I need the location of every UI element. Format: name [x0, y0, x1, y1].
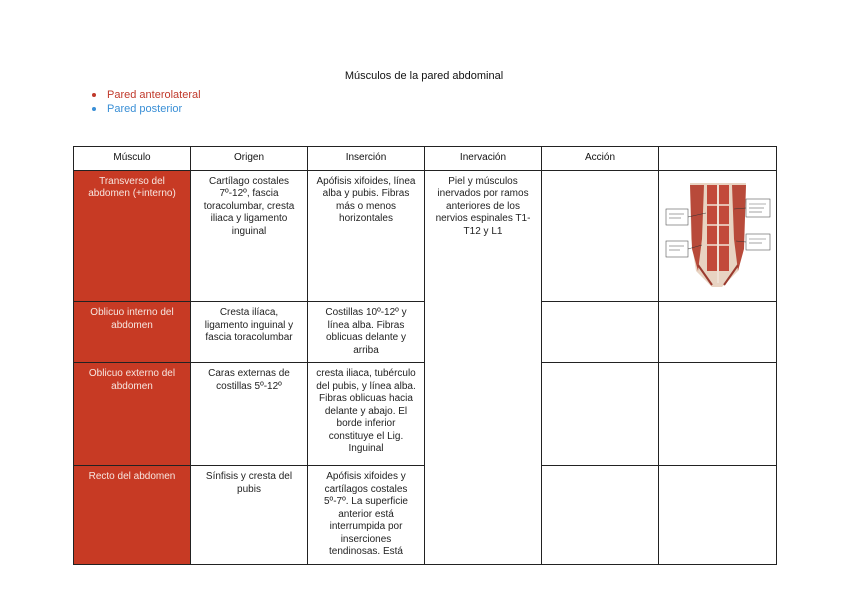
image-cell	[659, 363, 777, 466]
muscle-cell: Transverso del abdomen (+interno)	[74, 170, 191, 302]
header-accion: Acción	[542, 147, 659, 171]
legend-label: Pared anterolateral	[107, 89, 201, 101]
legend	[92, 88, 201, 116]
legend-item-posterior	[92, 102, 201, 116]
muscles-table	[73, 146, 777, 565]
muscle-cell: Oblicuo interno del abdomen	[74, 302, 191, 363]
table-header-row	[74, 147, 777, 171]
origin-cell: Cresta ilíaca, ligamento inguinal y fascia toracolumbar	[191, 302, 308, 363]
action-cell	[542, 302, 659, 363]
image-cell	[659, 302, 777, 363]
insertion-cell: Costillas 10º-12º y línea alba. Fibras oblicuas delante y arriba	[308, 302, 425, 363]
bullet-dot	[92, 93, 96, 97]
action-cell	[542, 466, 659, 565]
insertion-cell: Apófisis xifoides y cartílagos costales 5º-7º. La superficie anterior está interrumpida por inserciones tendinosas. Está	[308, 466, 425, 565]
origin-cell: Cartílago costales 7º-12º, fascia toracolumbar, cresta iliaca y ligamento inguinal	[191, 170, 308, 302]
origin-cell: Caras externas de costillas 5º-12º	[191, 363, 308, 466]
header-insercion: Inserción	[308, 147, 425, 171]
innervation-cell: Piel y músculos inervados por ramos anteriores de los nervios espinales T1-T12 y L1	[425, 170, 542, 564]
header-musculo: Músculo	[74, 147, 191, 171]
action-cell	[542, 170, 659, 302]
insertion-cell: cresta iliaca, tubérculo del pubis, y línea alba. Fibras oblicuas hacia delante y abajo. El borde inferior constituye el Lig. Inguinal	[308, 363, 425, 466]
legend-label: Pared posterior	[107, 103, 183, 115]
origin-cell: Sínfisis y cresta del pubis	[191, 466, 308, 565]
header-image	[659, 147, 777, 171]
muscle-cell: Oblicuo externo del abdomen	[74, 363, 191, 466]
insertion-cell: Apófisis xifoides, línea alba y pubis. Fibras más o menos horizontales	[308, 170, 425, 302]
image-cell	[659, 170, 777, 302]
muscle-cell: Recto del abdomen	[74, 466, 191, 565]
action-cell	[542, 363, 659, 466]
page-title: Músculos de la pared abdominal	[344, 70, 504, 82]
legend-item-anterolateral	[92, 88, 201, 102]
table-row	[74, 170, 777, 302]
header-origen: Origen	[191, 147, 308, 171]
image-cell	[659, 466, 777, 565]
header-inervacion: Inervación	[425, 147, 542, 171]
abdominal-muscles-illustration	[662, 179, 773, 289]
bullet-dot	[92, 107, 96, 111]
